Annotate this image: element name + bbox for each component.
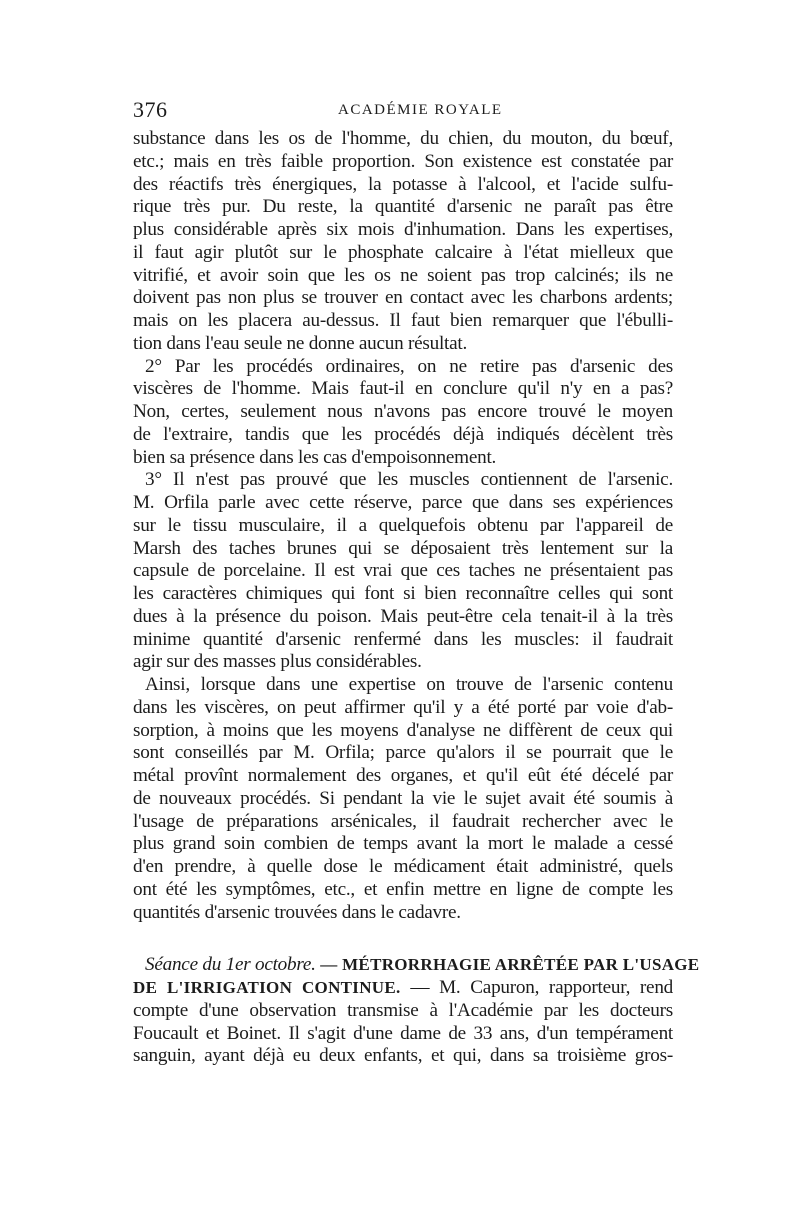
text-line: de nouveaux procédés. Si pendant la vie le sujet avait été soumis à xyxy=(133,787,673,809)
text-line: capsule de porcelaine. Il est vrai que ces taches ne présentaient pas xyxy=(133,560,673,582)
text-line: d'en prendre, à quelle dose le médicament était administré, quels xyxy=(133,856,673,877)
text-line: les caractères chimiques qui font si bien reconnaître celles qui sont xyxy=(133,583,673,604)
text-line: substance dans les os de l'homme, du chien, du mouton, du bœuf, xyxy=(133,128,673,149)
text-line: M. Orfila parle avec cette réserve, parce que dans ses expériences xyxy=(133,492,673,513)
text-line: agir sur des masses plus considérables. xyxy=(133,651,422,673)
text-line: Non, certes, seulement nous n'avons pas encore trouvé le moyen xyxy=(133,401,673,422)
text-line: doivent pas non plus se trouver en contact avec les charbons ardents; xyxy=(133,287,673,309)
text-line: viscères de l'homme. Mais faut-il en conclure qu'il n'y en a pas? xyxy=(133,378,673,400)
running-title: ACADÉMIE ROYALE xyxy=(338,102,503,118)
seance-first-line-rest: — M. Capuron, rapporteur, rend xyxy=(410,977,674,998)
text-line: l'usage de préparations arsénicales, il faudrait rechercher avec le xyxy=(133,810,673,832)
text-line: bien sa présence dans les cas d'empoisonnement. xyxy=(133,446,497,468)
seance-heading-line xyxy=(133,954,700,977)
section-gap xyxy=(133,924,673,954)
page-header xyxy=(133,97,671,123)
text-line: de l'extraire, tandis que les procédés déjà indiqués décèlent très xyxy=(133,423,673,445)
text-line: plus considérable après six mois d'inhumation. Dans les expertises, xyxy=(133,219,673,240)
text-line: Marsh des taches brunes qui se déposaient très lentement sur la xyxy=(133,537,673,559)
seance-date: Séance du 1er octobre. xyxy=(145,954,316,976)
text-line: 2° Par les procédés ordinaires, on ne retire pas d'arsenic des xyxy=(145,355,673,377)
text-line: sur le tissu musculaire, il a quelquefois obtenu par l'appareil de xyxy=(133,514,673,536)
text-line: dues à la présence du poison. Mais peut-être cela tenait-il à la très xyxy=(133,605,673,627)
paragraph-muscles xyxy=(133,469,673,674)
text-line: Ainsi, lorsque dans une expertise on trouve de l'arsenic contenu xyxy=(145,674,673,695)
body-text xyxy=(133,128,700,1068)
paragraph-viscera xyxy=(133,356,673,470)
text-line: sont conseillés par M. Orfila; parce qu'alors il se pourrait que le xyxy=(133,742,673,764)
text-line: compte d'une observation transmise à l'Académie par les docteurs xyxy=(133,999,673,1021)
text-line: quantités d'arsenic trouvées dans le cadavre. xyxy=(133,901,461,923)
text-line: rique très pur. Du reste, la quantité d'arsenic ne paraît pas être xyxy=(133,196,673,218)
text-line: etc.; mais en très faible proportion. Son existence est constatée par xyxy=(133,150,673,172)
text-line: minime quantité d'arsenic renfermé dans les muscles: il faudrait xyxy=(133,628,673,650)
text-line: vitrifié, et avoir soin que les os ne soient pas trop calcinés; ils ne xyxy=(133,264,673,286)
seance-title-continued: DE L'IRRIGATION CONTINUE. xyxy=(133,978,401,997)
text-line: tion dans l'eau seule ne donne aucun résultat. xyxy=(133,332,468,354)
seance-title-line xyxy=(133,977,673,1000)
text-line: sanguin, ayant déjà eu deux enfants, et qui, dans sa troisième gros- xyxy=(133,1045,673,1067)
text-line: des réactifs très énergiques, la potasse à l'alcool, et l'acide sulfu- xyxy=(133,173,673,195)
text-line: mais on les placera au-dessus. Il faut bien remarquer que l'ébulli- xyxy=(133,310,673,331)
text-line: il faut agir plutôt sur le phosphate calcaire à l'état mielleux que xyxy=(133,241,673,263)
seance-title: — MÉTRORRHAGIE ARRÊTÉE PAR L'USAGE xyxy=(320,955,700,975)
text-line: sorption, à moins que les moyens d'analyse ne diffèrent de ceux qui xyxy=(133,719,673,741)
paragraph-expertise xyxy=(133,674,673,924)
text-line: Foucault et Boinet. Il s'agit d'une dame de 33 ans, d'un tempérament xyxy=(133,1022,673,1044)
text-line: ont été les symptômes, etc., et enfin mettre en ligne de compte les xyxy=(133,878,673,900)
text-line: métal provînt normalement des organes, et qu'il eût été décelé par xyxy=(133,765,673,786)
text-line: 3° Il n'est pas prouvé que les muscles contiennent de l'arsenic. xyxy=(145,469,673,491)
text-line: dans les viscères, on peut affirmer qu'il y a été porté par voie d'ab- xyxy=(133,696,673,718)
seance-section xyxy=(133,954,700,1068)
page-number: 376 xyxy=(133,97,168,122)
text-line: plus grand soin combien de temps avant la mort le malade a cessé xyxy=(133,833,673,855)
paragraph-bone-arsenic xyxy=(133,128,673,356)
